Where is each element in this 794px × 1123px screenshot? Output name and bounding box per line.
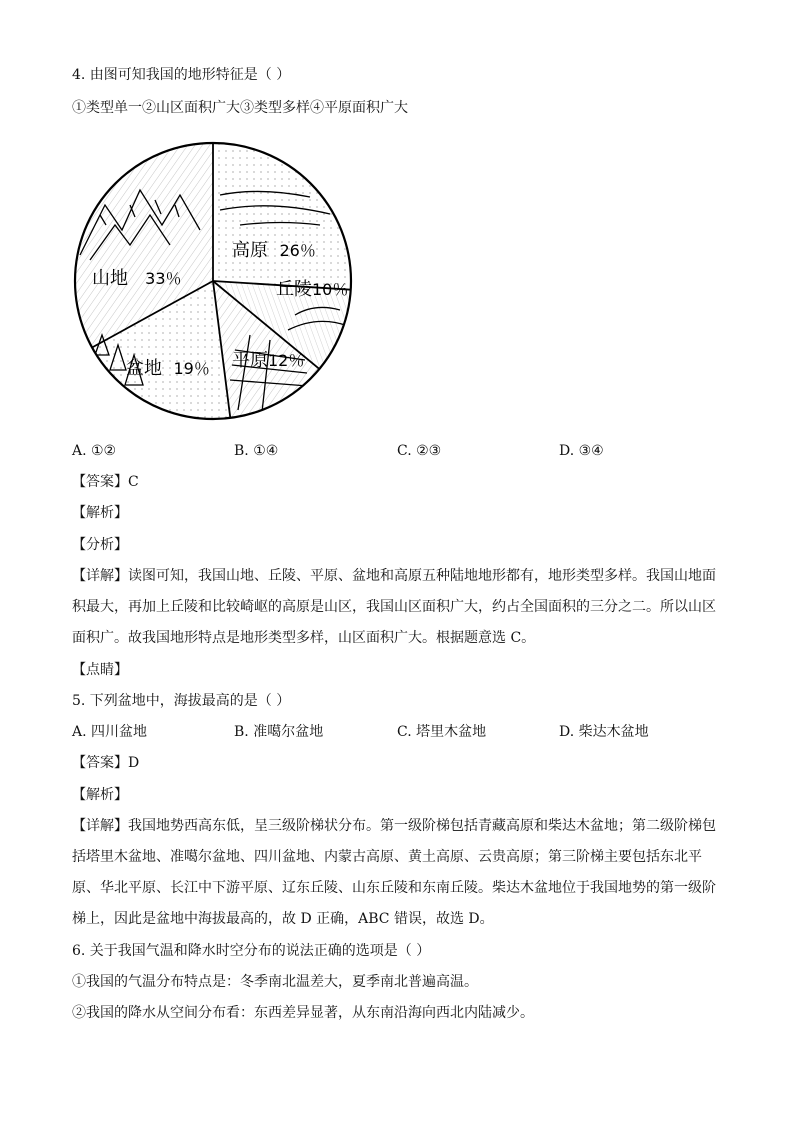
q5-analysis-tag: 【解析】 xyxy=(72,787,128,803)
q4-analysis-tag: 【解析】 xyxy=(72,505,128,521)
q5-option-d: D. 柴达木盆地 xyxy=(559,724,649,740)
q5-detail: 【详解】我国地势西高东低，呈三级阶梯状分布。第一级阶梯包括青藏高原和柴达木盆地；第二级阶梯包括塔里木盆地、准噶尔盆地、四川盆地、内蒙古高原、黄土高原、云贵高原；第三阶梯主要包括东北平原、华北平原、长江中下游平原、辽东丘陵、山东丘陵和东南丘陵。柴达木盆地位于我国地势的第一级阶梯上，因此是盆地中海拔最高的，故 D 正确，ABC 错误，故选 D。 xyxy=(72,818,716,927)
pie-label-basin: 盆地 19％ xyxy=(126,358,210,379)
q6-question: 6. 关于我国气温和降水时空分布的说法正确的选项是（ ） xyxy=(72,943,431,959)
q4-option-b: B. ①④ xyxy=(234,443,279,459)
slice-plateau xyxy=(213,143,351,290)
q4-answer: 【答案】C xyxy=(72,474,139,490)
q6-statement-1: ①我国的气温分布特点是：冬季南北温差大，夏季南北普遍高温。 xyxy=(72,974,478,990)
q4-statements: ①类型单一②山区面积广大③类型多样④平原面积广大 xyxy=(72,100,408,116)
q5-answer: 【答案】D xyxy=(72,755,140,771)
q4-detail: 【详解】读图可知，我国山地、丘陵、平原、盆地和高原五种陆地地形都有，地形类型多样。我国山地面积最大，再加上丘陵和比较崎岖的高原是山区，我国山区面积广大，约占全国面积的三分之二。所以山区面积广。故我国地形特点是地形类型多样，山区面积广大。根据题意选 C。 xyxy=(72,568,716,646)
q5-option-c: C. 塔里木盆地 xyxy=(397,724,487,740)
pie-label-plain: 平原12％ xyxy=(232,350,305,371)
pie-label-hills: 丘陵10％ xyxy=(276,279,349,300)
q5-option-a: A. 四川盆地 xyxy=(72,724,148,740)
q4-option-c: C. ②③ xyxy=(397,443,442,459)
q5-question: 5. 下列盆地中，海拔最高的是（ ） xyxy=(72,693,291,709)
pie-label-plateau: 高原 26％ xyxy=(232,240,316,261)
q6-statement-2: ②我国的降水从空间分布看：东西差异显著，从东南沿海向西北内陆减少。 xyxy=(72,1005,534,1021)
q4-option-d: D. ③④ xyxy=(559,443,604,459)
q4-review-tag: 【点睛】 xyxy=(72,662,128,678)
q4-question: 4. 由图可知我国的地形特征是（ ） xyxy=(72,67,291,83)
q5-option-b: B. 准噶尔盆地 xyxy=(234,724,324,740)
terrain-pie-chart xyxy=(70,135,370,425)
q4-fenxi-tag: 【分析】 xyxy=(72,537,128,553)
pie-label-mountain: 山地 33％ xyxy=(92,268,182,289)
q4-option-a: A. ①② xyxy=(72,443,117,459)
